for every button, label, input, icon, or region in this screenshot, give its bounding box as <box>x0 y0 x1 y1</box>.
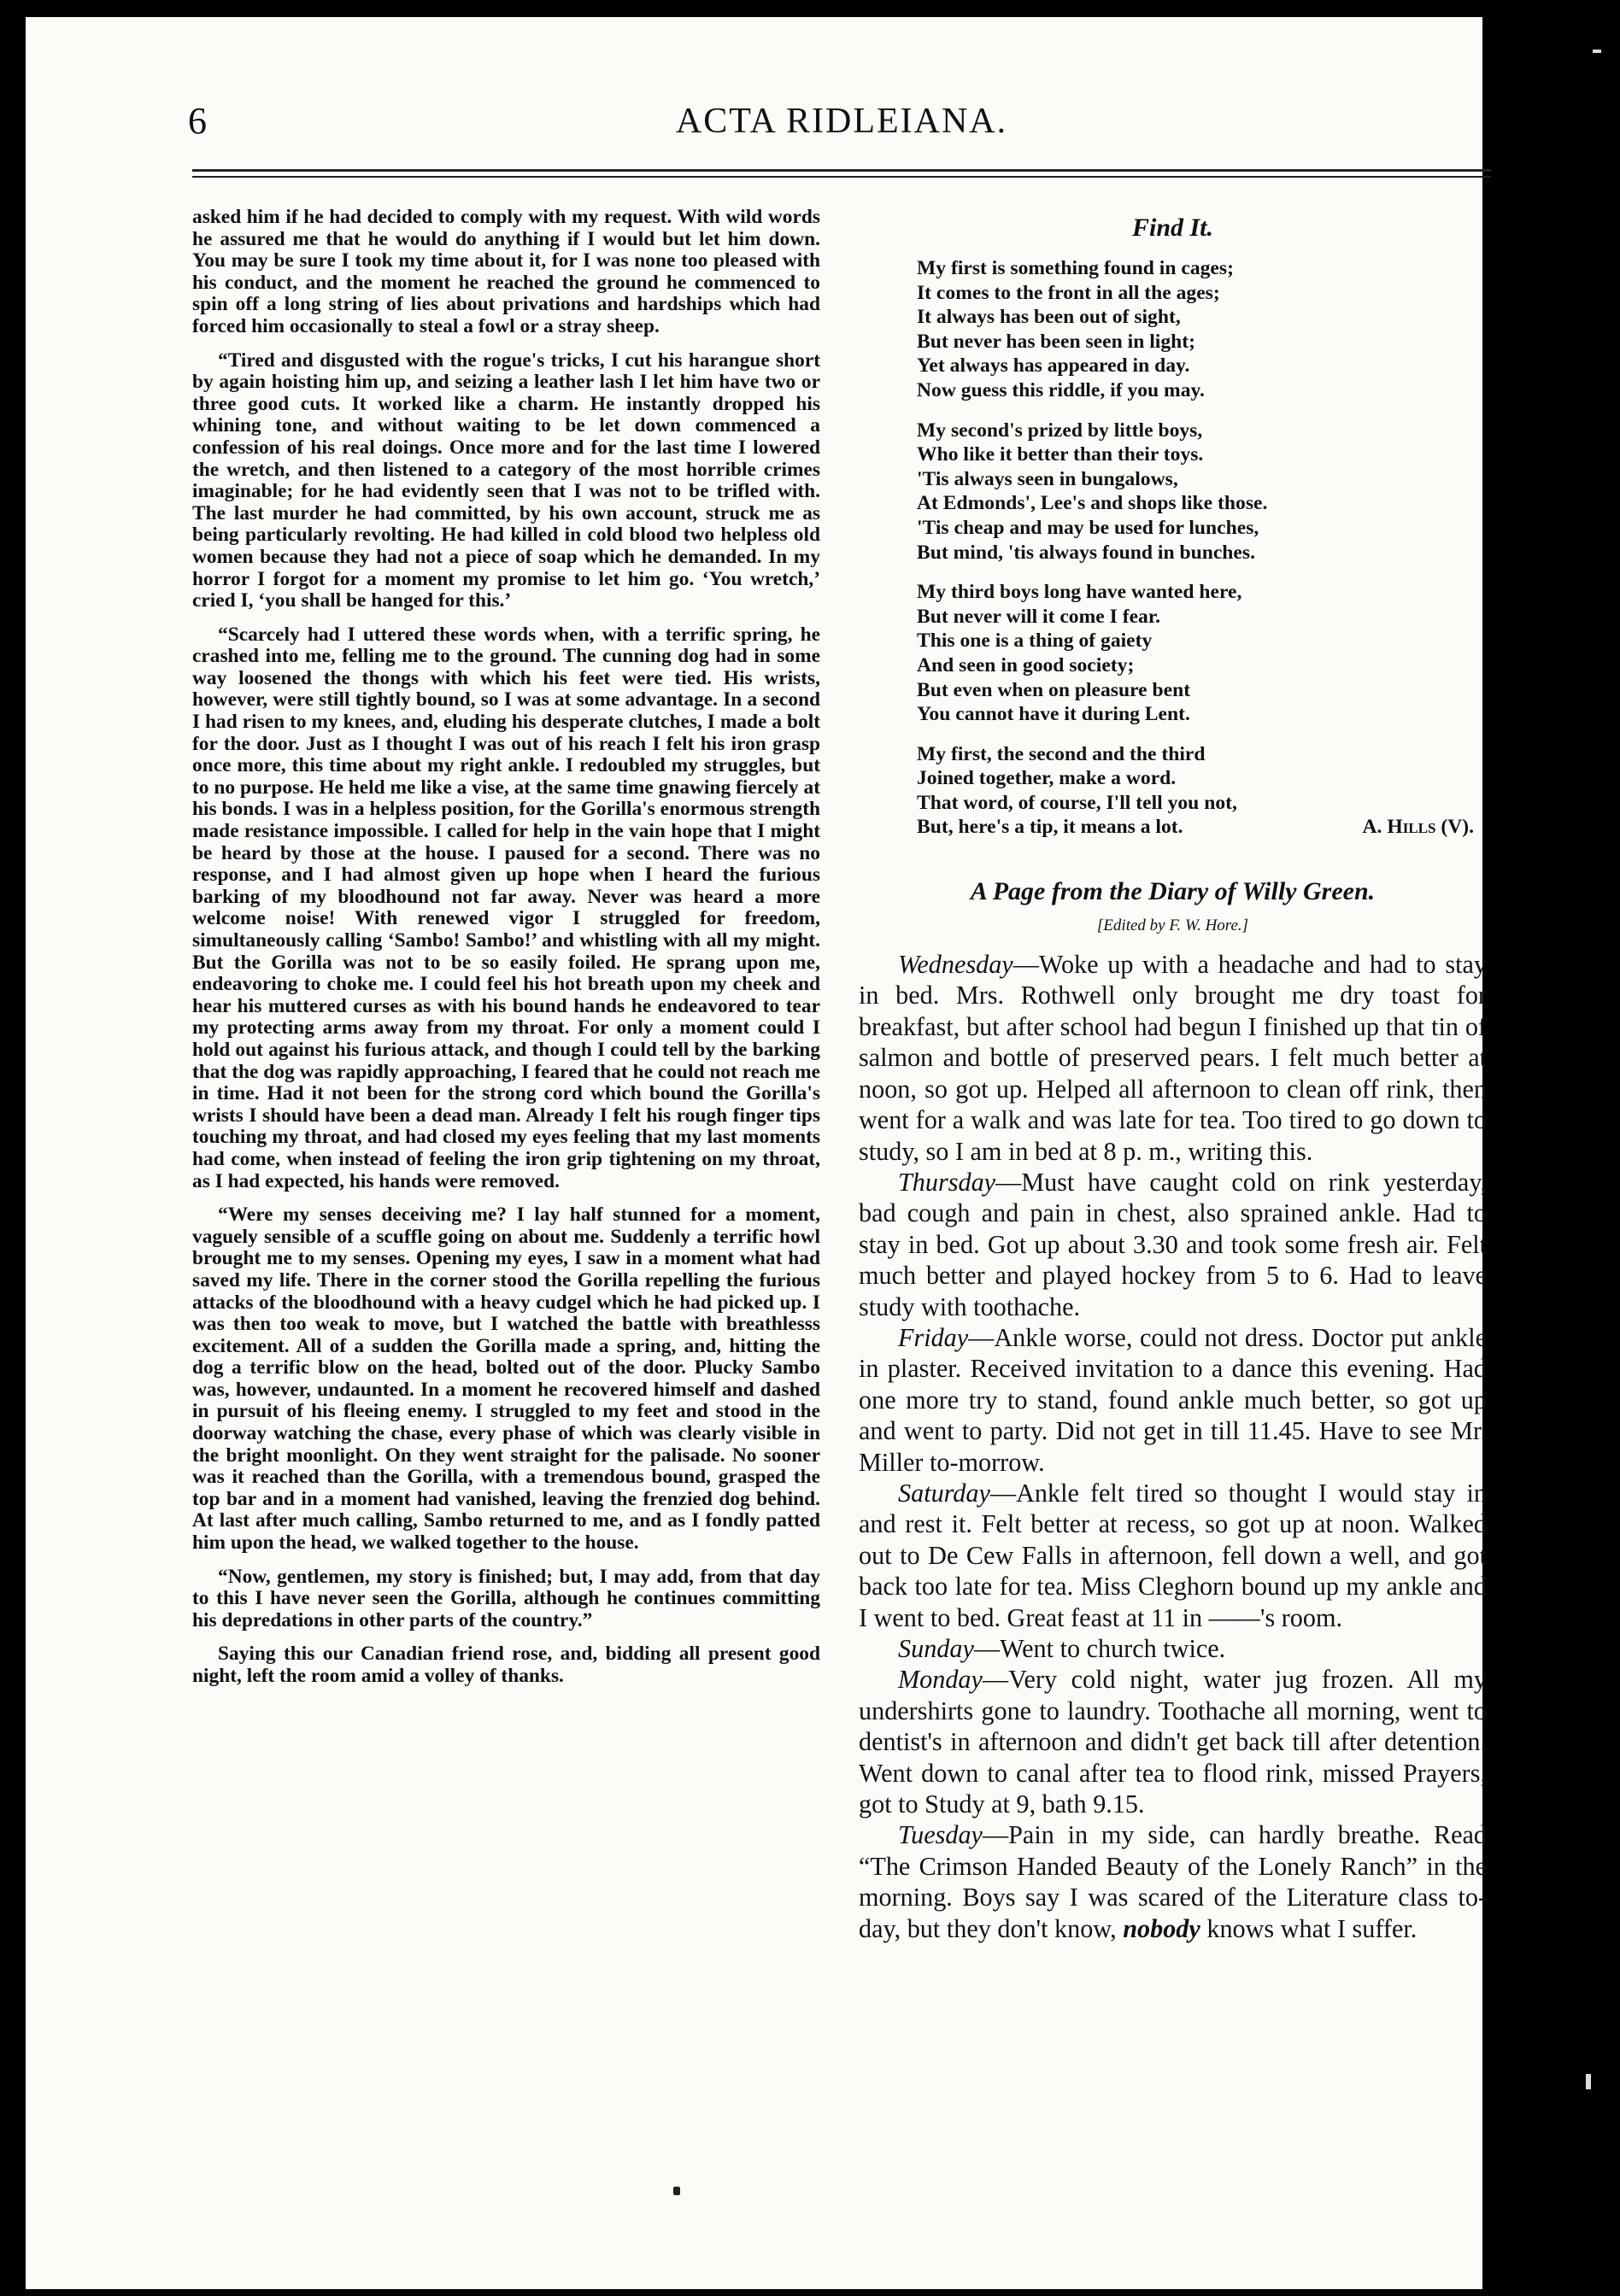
page-header <box>188 99 1495 150</box>
header-rule-bottom <box>192 176 1491 178</box>
diary-entries <box>859 949 1487 1944</box>
diary-entry <box>859 1478 1487 1633</box>
poem-line: But, here's a tip, it means a lot. <box>917 816 1183 839</box>
diary-entry <box>859 949 1487 1167</box>
story-paragraph: “Were my senses deceiving me? I lay half stunned for a moment, vaguely sensible of a scuffle going on about me. Suddenly a terrific howl brought me to my senses. Opening my eyes, I saw in a moment what had saved my life. There in the corner stood the Gorilla repelling the furious attacks of the bloodhound with a heavy cudgel which he had picked up. I was then too weak to move, but I watched the battle with breathlesss excitement. All of a sudden the Gorilla made a spring, and, hitting the dog a terrific blow on the head, bolted out of the door. Plucky Sambo was, however, undaunted. In a moment he recovered himself and dashed in pursuit of his fleeing enemy. I struggled to my feet and stood in the doorway watching the chase, every phase of which was clearly visible in the bright moonlight. On they went straight for the palisade. No sooner was it reached than the Gorilla, with a tremendous bound, grasped the top bar and in a moment had vanished, leaving the frenzied dog behind. At last after much calling, Sambo returned to me, and as I fondly patted him upon the head, we walked together to the house. <box>192 1204 820 1555</box>
poem-line: It always has been out of sight, <box>917 306 1181 329</box>
page-number: 6 <box>188 100 207 142</box>
diary-entry-text: —Ankle felt tired so thought I would stay in and rest it. Felt better at recess, so got up at noon. Walked out to De Cew Falls in afternoon, fell down a well, and got back too late for tea. Miss Cleghorn bound up my ankle and I went to bed. Great feast at 11 in ——'s room. <box>859 1478 1487 1632</box>
poem-line: But mind, 'tis always found in bunches. <box>917 541 1255 564</box>
scan-edge-mark <box>1586 2074 1591 2089</box>
poem-line: My third boys long have wanted here, <box>917 581 1242 604</box>
poem-line: But never has been seen in light; <box>917 330 1195 353</box>
diary-entry <box>859 1322 1487 1478</box>
scan-edge-mark <box>1593 50 1601 53</box>
diary-editor-credit: [Edited by F. W. Hore.] <box>1096 917 1249 935</box>
diary-entry <box>859 1819 1487 1944</box>
diary-day: Tuesday <box>898 1820 983 1850</box>
poem-line: It comes to the front in all the ages; <box>917 281 1220 304</box>
poem-line: And seen in good society; <box>917 653 1135 676</box>
diary-emphasis: nobody <box>1123 1913 1200 1943</box>
diary-day: Wednesday <box>898 950 1013 980</box>
diary-entry-text: —Pain in my side, can hardly breathe. Read “The Crimson Handed Beauty of the Lonely Ranch” in the morning. Boys say I was scared of the Literature class to-day, but they don't know, <box>859 1820 1487 1943</box>
poem-line: Yet always has appeared in day. <box>917 354 1190 378</box>
story-column <box>192 207 820 1700</box>
poem-line: My first is something found in cages; <box>917 257 1234 279</box>
poem-line: 'Tis always seen in bungalows, <box>917 467 1178 490</box>
story-paragraph: Saying this our Canadian friend rose, and, bidding all present good night, left the room amid a volley of thanks. <box>192 1643 820 1687</box>
poem-line: This one is a thing of gaiety <box>917 630 1153 653</box>
poem-line: My second's prized by little boys, <box>917 419 1203 442</box>
poem-line: At Edmonds', Lee's and shops like those. <box>917 492 1268 515</box>
story-paragraph: “Tired and disgusted with the rogue's tricks, I cut his harangue short by again hoisting him up, and seizing a leather lash I let him have two or three good cuts. It worked like a charm. He instantly dropped his whining tone, and without waiting to be let down commenced a confession of his real doings. Once more and for the last time I lowered the wretch, and then listened to a category of the most horrible crimes imaginable; for he had evidently seen that I was not to be trifled with. The last murder he had committed, by his own account, struck me as being particularly revolting. He had killed in cold blood two helpless old women because they had not a piece of soap which he demanded. In my horror I forgot for a moment my promise to let him go. ‘You wretch,’ cried I, ‘you shall be hanged for this.’ <box>192 348 820 612</box>
diary-title: A Page from the Diary of Willy Green. <box>970 877 1376 906</box>
diary-day: Friday <box>898 1322 969 1352</box>
diary-entry <box>859 1664 1487 1819</box>
diary-day: Sunday <box>898 1634 974 1663</box>
poem-line: Joined together, make a word. <box>917 767 1177 790</box>
poem-line: 'Tis cheap and may be used for lunches, <box>917 516 1259 539</box>
poem-line: But never will it come I fear. <box>917 605 1161 628</box>
diary-entry-text: —Woke up with a headache and had to stay in bed. Mrs. Rothwell only brought me dry toast for breakfast, but after school had begun I finished up that tin of salmon and bottle of preserved pears. I felt much better at noon, so got up. Helped all afternoon to clean off rink, then went for a walk and was late for tea. Too tired to go down to study, so I am in bed at 8 p. m., writing this. <box>859 950 1487 1166</box>
poem-stanza <box>917 580 1487 727</box>
diary-day: Thursday <box>898 1167 996 1197</box>
header-rule-top <box>192 169 1491 172</box>
poem-title: Find It. <box>1131 214 1214 242</box>
diary-entry-text: —Ankle worse, could not dress. Doctor put ankle in plaster. Received invitation to a dance this evening. Had one more try to stand, found ankle much better, so got up and went to party. Did not get in till 11.45. Have to see Mr. Miller to-morrow. <box>859 1322 1487 1477</box>
diary-entry-text: —Went to church twice. <box>973 1634 1226 1663</box>
diary-entry <box>859 1633 1487 1664</box>
poem-signature: A. Hills (V). <box>1362 816 1474 839</box>
diary-entry-text: —Must have caught cold on rink yesterday, bad cough and pain in chest, also sprained ankle. Had to stay in bed. Got up about 3.30 and took some fresh air. Felt much better and played hockey from 5 to 6. Had to leave study with toothache. <box>859 1167 1487 1321</box>
diary-day: Saturday <box>898 1478 990 1508</box>
diary-entry <box>859 1167 1487 1322</box>
poem-line: That word, of course, I'll tell you not, <box>917 791 1237 814</box>
poem-stanza <box>917 256 1487 403</box>
diary-entry-text: —Very cold night, water jug frozen. All my undershirts gone to laundry. Toothache all morning, went to dentist's in afternoon and didn't get back till after detention. Went down to canal after tea to flood rink, missed Prayers, got to Study at 9, bath 9.15. <box>859 1665 1487 1819</box>
poem-line: But even when on pleasure bent <box>917 678 1191 701</box>
right-column <box>859 207 1487 1944</box>
poem-line: My first, the second and the third <box>917 742 1206 765</box>
poem-stanza <box>917 419 1487 565</box>
poem-stanza <box>917 742 1487 840</box>
story-paragraph: asked him if he had decided to comply with my request. With wild words he assured me that he would do anything if I would but let him down. You may be sure I took my time about it, for I was none too pleased with his conduct, and the moment he reached the ground he commenced to spin off a long string of lies about privations and hardships which had forced him occasionally to steal a fowl or a stray sheep. <box>192 206 820 337</box>
journal-title: ACTA RIDLEIANA. <box>675 102 1008 141</box>
story-paragraph: “Now, gentlemen, my story is finished; but, I may add, from that day to this I have never seen the Gorilla, although he continues committing his depredations in other parts of the country.” <box>192 1565 820 1631</box>
poem-closing-line <box>917 815 1474 840</box>
poem-line: Now guess this riddle, if you may. <box>917 378 1205 401</box>
magazine-page <box>26 17 1487 2289</box>
story-paragraph: “Scarcely had I uttered these words when, with a terrific spring, he crashed into me, felling me to the ground. The cunning dog had in some way loosened the thongs with which his feet were tied. His wrists, however, were still tightly bound, so I was at some advantage. In a second I had risen to my knees, and, eluding his desperate clutches, I made a bolt for the door. Just as I thought I was out of his reach I felt his iron grasp once more, this time about my right ankle. I redoubled my struggles, but to no purpose. He held me like a vise, at the same time gnawing fiercely at his bonds. I was in a helpless position, for the Gorilla's enormous strength made resistance impossible. I called for help in the vain hope that I might be heard by those at the house. I paused for a second. There was no response, and I had almost given up hope when I heard the furious barking of my bloodhound not far away. Never was heard a more welcome noise! With renewed vigor I struggled for freedom, simultaneously calling ‘Sambo! Sambo!’ and whistling with all my might. But the Gorilla was not to be so easily foiled. He sprang upon me, endeavoring to choke me. I could feel his hot breath upon my cheek and hear his muttered curses as with his bound hands he endeavored to tear my protecting arms away from my throat. For only a moment could I hold out against his furious attack, and though I could tell by the barking that the dog was rapidly approaching, I feared that he could not reach me in time. Had it not been for the strong cord which bound the Gorilla's wrists I should have been a dead man. Already I felt his rough finger tips touching my throat, and had closed my eyes feeling that my last moments had come, when instead of feeling the iron grip tightening on my throat, as I had expected, his hands were removed. <box>192 623 820 1192</box>
poem-line: Who like it better than their toys. <box>917 443 1204 466</box>
diary-entry-text: knows what I suffer. <box>1200 1913 1418 1943</box>
page-ink-mark <box>673 2187 680 2195</box>
diary-day: Monday <box>898 1665 983 1695</box>
poem-line: You cannot have it during Lent. <box>917 703 1190 726</box>
riddle-poem <box>917 256 1487 840</box>
